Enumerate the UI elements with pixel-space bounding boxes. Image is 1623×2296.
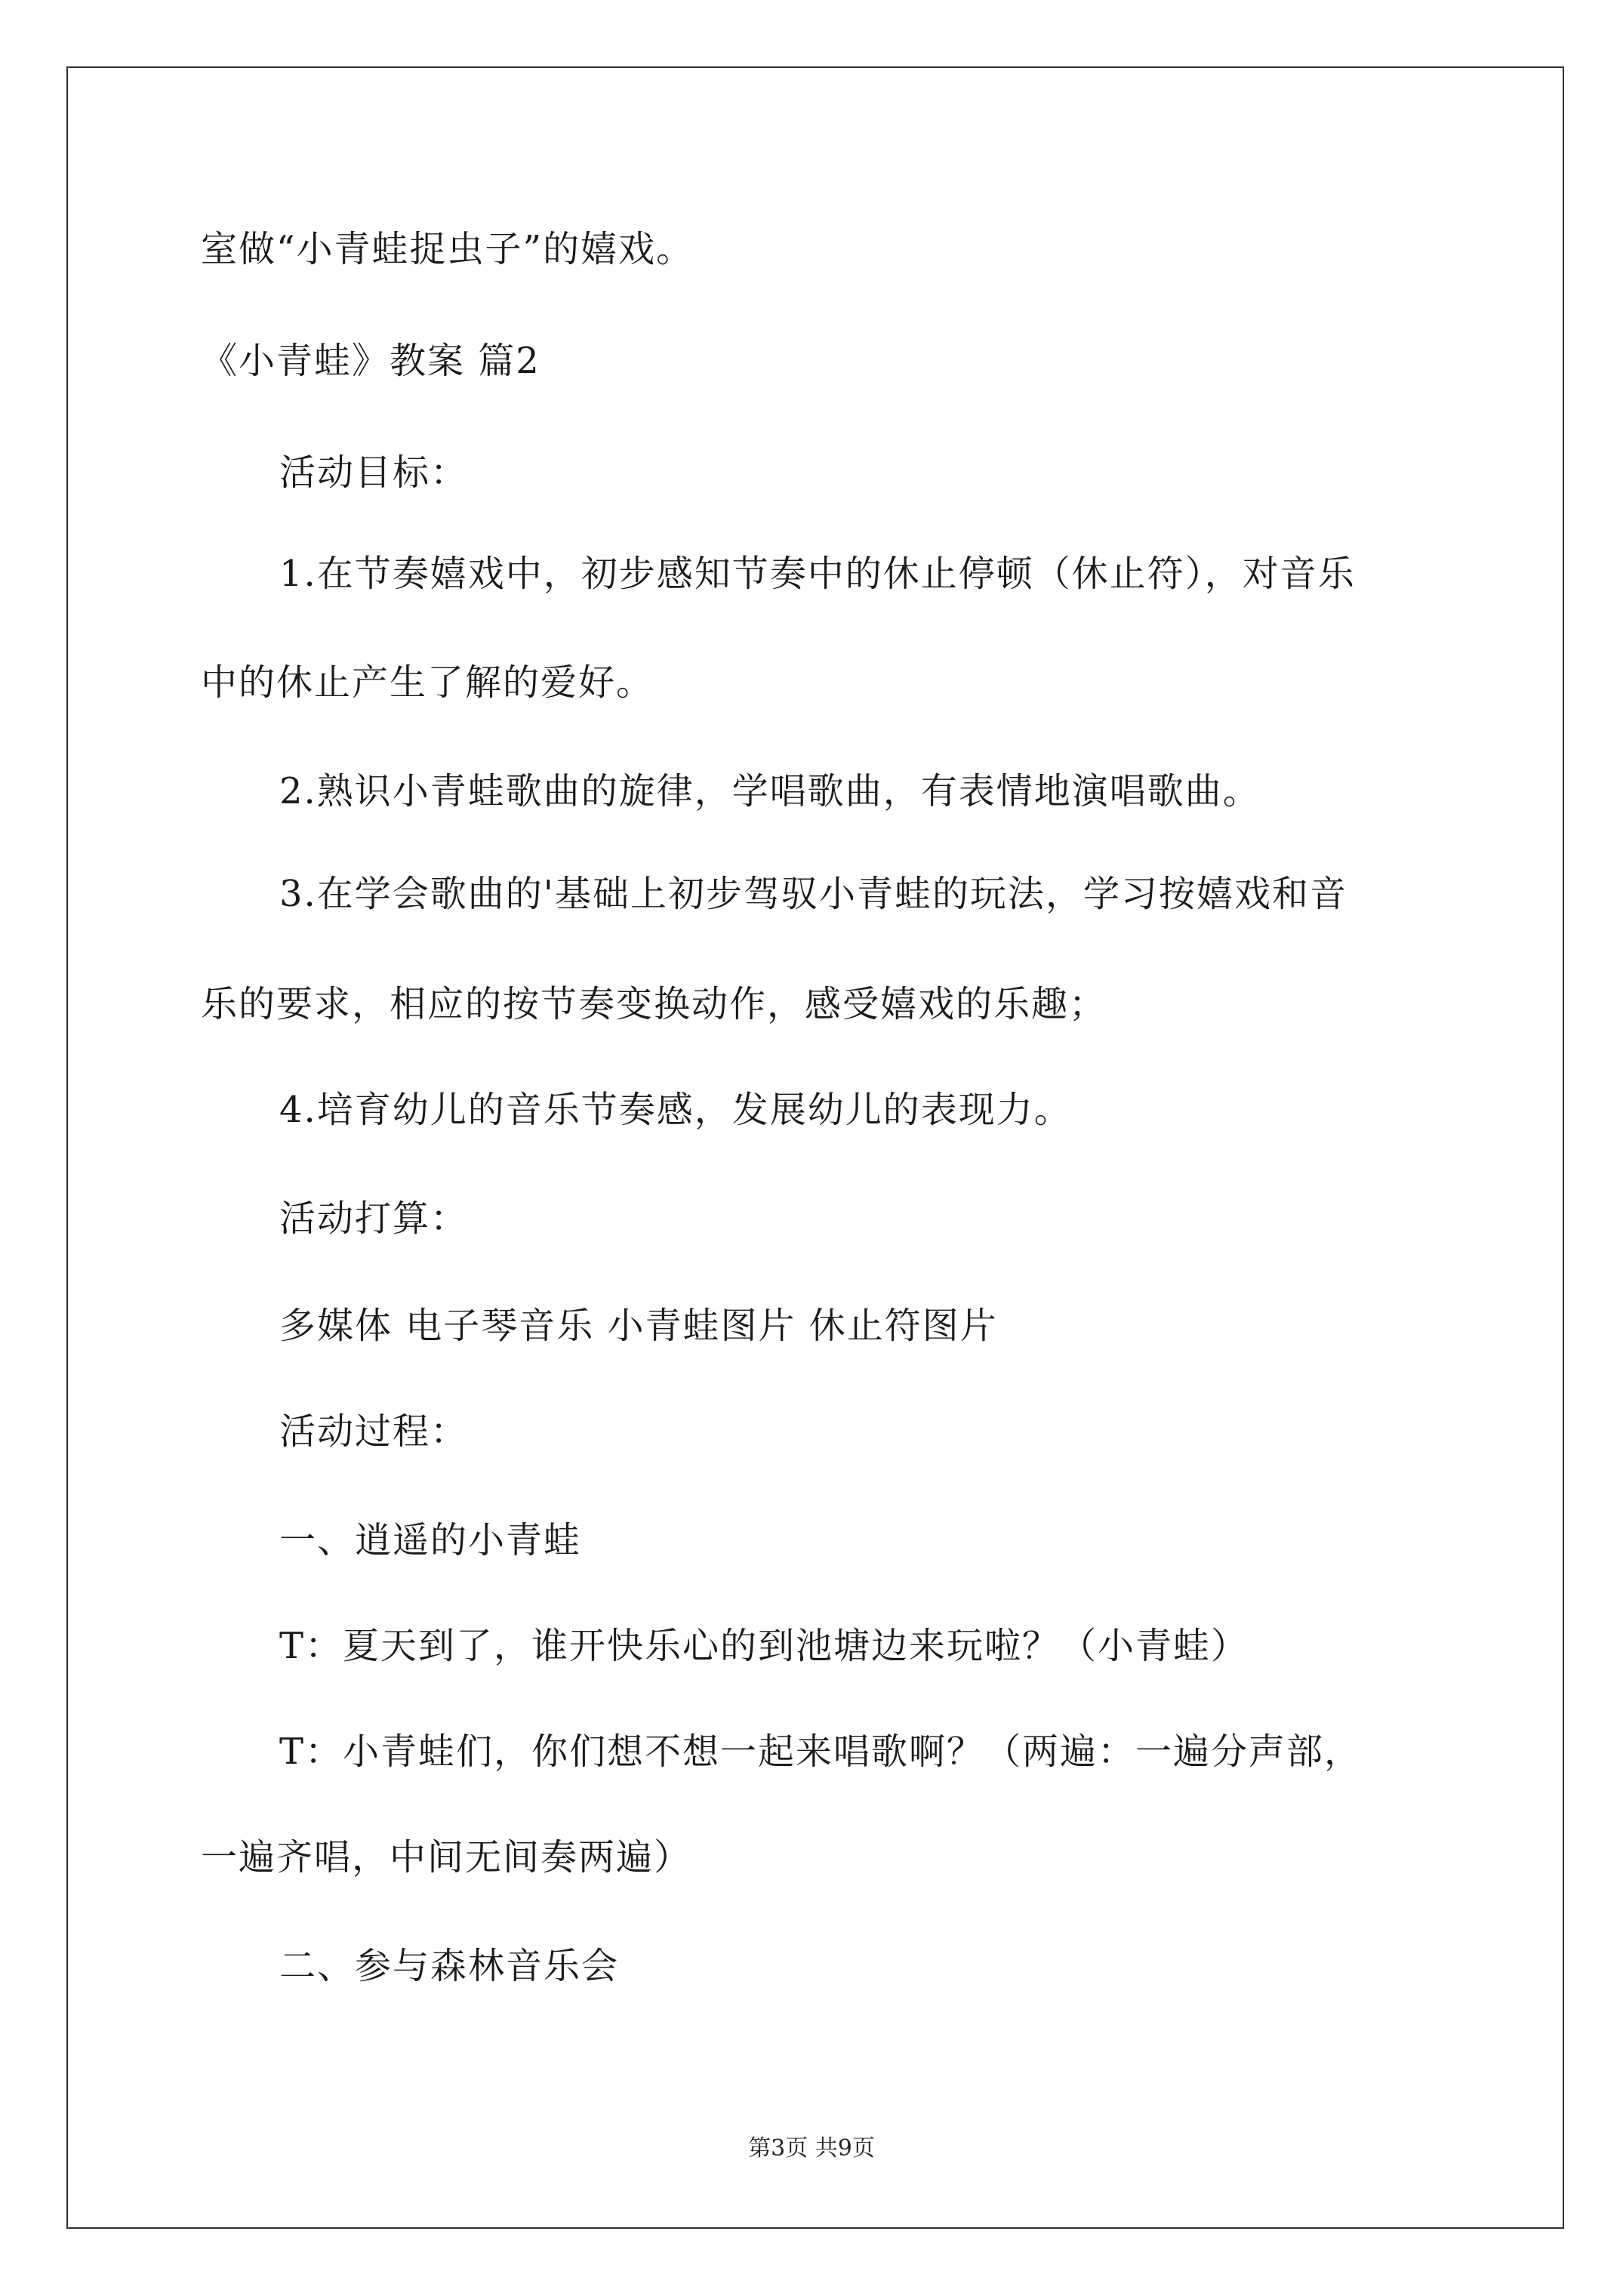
goal-1-line-1: 1.在节奏嬉戏中，初步感知节奏中的休止停顿（休止符），对音乐	[279, 553, 1356, 595]
goal-3-line-1: 3.在学会歌曲的'基础上初步驾驭小青蛙的玩法，学习按嬉戏和音	[279, 873, 1347, 915]
teacher-line-2-part-1: T：小青蛙们，你们想不想一起来唱歌啊？（两遍：一遍分声部，	[279, 1730, 1363, 1773]
goal-3-line-2: 乐的要求，相应的按节奏变换动作，感受嬉戏的乐趣；	[201, 983, 1107, 1025]
page-footer: 第3页 共9页	[748, 2135, 875, 2162]
step-1-heading: 一、逍遥的小青蛙	[279, 1519, 582, 1561]
teacher-line-2-part-2: 一遍齐唱，中间无间奏两遍）	[201, 1836, 692, 1878]
goal-4: 4.培育幼儿的音乐节奏感，发展幼儿的表现力。	[279, 1089, 1072, 1131]
teacher-line-1: T：夏天到了，谁开快乐心的到池塘边来玩啦？（小青蛙）	[279, 1625, 1249, 1667]
paragraph-continuation: 室做“小青蛙捉虫子”的嬉戏。	[201, 228, 694, 270]
page-border	[66, 66, 1564, 2229]
materials-list: 多媒体 电子琴音乐 小青蛙图片 休止符图片	[279, 1305, 998, 1347]
step-2-heading: 二、参与森林音乐会	[279, 1945, 620, 1987]
activity-process-heading: 活动过程：	[279, 1410, 469, 1453]
goal-1-line-2: 中的休止产生了解的爱好。	[201, 661, 654, 704]
activity-prep-heading: 活动打算：	[279, 1197, 469, 1240]
goal-2: 2.熟识小青蛙歌曲的旋律，学唱歌曲，有表情地演唱歌曲。	[279, 770, 1261, 812]
section-heading: 《小青蛙》教案 篇2	[201, 340, 540, 382]
activity-goals-heading: 活动目标：	[279, 451, 469, 494]
